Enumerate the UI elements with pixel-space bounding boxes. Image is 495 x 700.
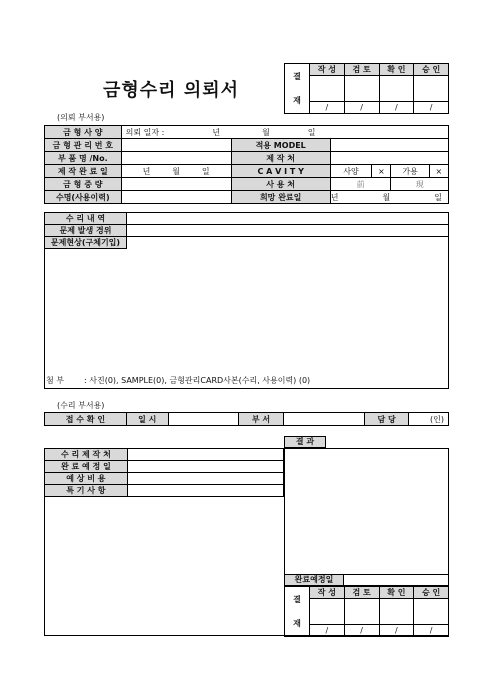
planned-date-field[interactable] (344, 574, 449, 586)
applied-model-label: 적용 MODEL (255, 140, 306, 150)
expected-date-label: 완 료 예 정 일 (61, 462, 111, 471)
repair-info-table (44, 448, 284, 497)
approval2-label-bottom: 재 (293, 619, 301, 629)
approval2-header-review: 검 토 (344, 587, 379, 599)
approval-date-review[interactable]: / (344, 102, 379, 114)
problem-history-label: 문제 발생 경위 (44, 225, 127, 237)
user-old-field[interactable]: 前 (356, 179, 365, 189)
approval-date-confirm[interactable]: / (379, 102, 414, 114)
approval-box-bottom (284, 586, 449, 637)
request-date-day[interactable]: 일 (307, 127, 316, 137)
cavity-spec-x[interactable]: × (372, 165, 391, 178)
remarks-label: 특 기 사 항 (66, 486, 106, 495)
maker-field[interactable] (330, 152, 448, 165)
repair-dept-caption: (수리 부서용) (57, 401, 105, 410)
person-seal[interactable]: (인) (430, 414, 444, 424)
approval-box-top (284, 63, 449, 114)
desired-date-year[interactable]: 년 (330, 192, 339, 202)
repair-details-label: 수 리 내 역 (44, 212, 127, 225)
approval2-date-approve[interactable]: / (414, 625, 449, 637)
request-date-month[interactable]: 월 (262, 127, 270, 137)
result-label: 결 과 (284, 436, 326, 448)
remarks-area[interactable] (46, 498, 282, 632)
expected-date-field[interactable] (127, 461, 283, 473)
part-name-label: 부 품 명 /No. (57, 153, 108, 163)
approval-sign-approve[interactable] (414, 76, 449, 102)
approval2-header-approve: 승 인 (414, 587, 449, 599)
datetime-field[interactable] (168, 413, 238, 426)
dept-field[interactable] (284, 413, 365, 426)
approval-header-confirm: 확 인 (379, 64, 414, 76)
repair-maker-label: 수 리 제 작 처 (61, 450, 111, 459)
approval2-label-top: 결 (293, 594, 301, 604)
mold-weight-label: 금 형 중 량 (63, 179, 103, 189)
user-label: 사 용 처 (266, 179, 296, 189)
approval2-sign-write[interactable] (310, 599, 345, 625)
part-name-field[interactable] (121, 152, 231, 165)
result-area[interactable] (287, 452, 445, 570)
dept-label: 부 서 (251, 414, 271, 424)
cavity-spec-label: 사양 (330, 165, 372, 178)
maker-label: 제 작 처 (266, 153, 296, 163)
planned-date-label: 완료예정일 (284, 574, 344, 586)
request-date-label: 의뢰 일자 : (125, 127, 165, 137)
cavity-use-label: 가용 (391, 165, 429, 178)
estimated-cost-label: 예 상 비 용 (66, 474, 106, 483)
receipt-table (44, 412, 449, 426)
approval-sign-confirm[interactable] (379, 76, 414, 102)
applied-model-field[interactable] (330, 139, 448, 152)
approval2-sign-confirm[interactable] (379, 599, 414, 625)
approval2-header-confirm: 확 인 (379, 587, 414, 599)
remarks-field[interactable] (127, 485, 283, 497)
made-date-year[interactable]: 년 (142, 166, 151, 176)
datetime-label: 일 시 (138, 414, 157, 424)
problem-symptom-label: 문제현상(구체기입) (44, 237, 127, 249)
life-label: 수명(사용이력) (55, 192, 110, 202)
approval-date-write[interactable]: / (310, 102, 345, 114)
approval-label-top: 결 (293, 71, 301, 81)
life-field[interactable] (121, 191, 231, 204)
repair-maker-field[interactable] (127, 449, 283, 461)
desired-date-month[interactable]: 월 (382, 192, 391, 202)
approval-header-review: 검 토 (344, 64, 379, 76)
person-label: 담 당 (377, 414, 396, 424)
approval2-date-write[interactable]: / (310, 625, 345, 637)
attachment-label: 첨 부 (46, 376, 64, 385)
repair-details-field[interactable] (127, 212, 449, 225)
desired-date-day[interactable]: 일 (434, 192, 442, 202)
mold-mgmt-no-label: 금 형 관 리 번 호 (52, 140, 113, 150)
estimated-cost-field[interactable] (127, 473, 283, 485)
made-date-label: 제 작 완 료 일 (57, 166, 108, 176)
cavity-use-x[interactable]: × (429, 165, 448, 178)
approval-header-approve: 승 인 (414, 64, 449, 76)
mold-mgmt-no-field[interactable] (121, 139, 231, 152)
approval-date-approve[interactable]: / (414, 102, 449, 114)
approval-label-bottom: 재 (293, 96, 301, 106)
approval2-sign-review[interactable] (344, 599, 379, 625)
approval-sign-write[interactable] (310, 76, 345, 102)
attachment-text: : 사진(0), SAMPLE(0), 금형관리CARD사본(수리, 사용이력) (0) (84, 376, 311, 385)
approval2-date-confirm[interactable]: / (379, 625, 414, 637)
mold-weight-field[interactable] (121, 178, 231, 191)
request-date-year[interactable]: 년 (212, 127, 221, 137)
approval-sign-review[interactable] (344, 76, 379, 102)
problem-symptom-area[interactable] (46, 252, 446, 370)
mold-spec-label: 금 형 사 양 (63, 127, 103, 137)
made-date-month[interactable]: 월 (172, 166, 180, 176)
request-info-table (44, 125, 449, 204)
page-title: 금형수리 의뢰서 (103, 80, 239, 101)
request-dept-caption: (의뢰 부서용) (57, 113, 105, 122)
made-date-day[interactable]: 일 (201, 166, 210, 176)
cavity-label: C A V I T Y (257, 166, 304, 176)
receipt-label: 접 수 확 인 (65, 414, 106, 424)
problem-history-field[interactable] (127, 225, 449, 237)
user-now-field[interactable]: 現 (415, 179, 424, 189)
approval-header-write: 작 성 (310, 64, 345, 76)
approval2-header-write: 작 성 (310, 587, 345, 599)
desired-date-label: 희망 완료일 (259, 192, 302, 202)
approval2-date-review[interactable]: / (344, 625, 379, 637)
approval2-sign-approve[interactable] (414, 599, 449, 625)
